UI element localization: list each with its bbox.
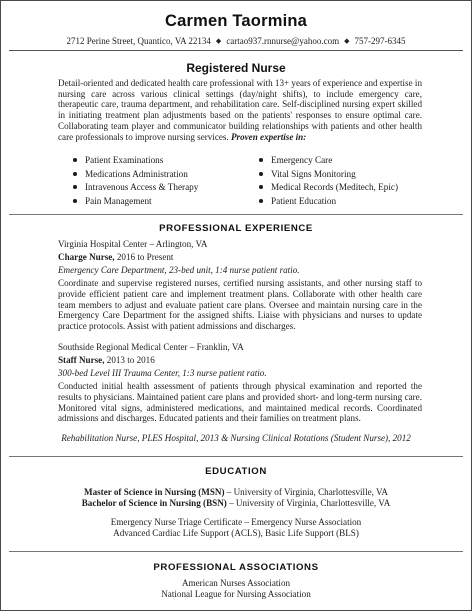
header-divider <box>9 50 463 51</box>
skills-column-right <box>259 154 398 208</box>
skill-item: Medications Administration <box>73 168 198 182</box>
skills-column-left <box>73 154 198 208</box>
rotations-note: Rehabilitation Nurse, PLES Hospital, 2013 & Nursing Clinical Rotations (Student Nurse), 2012 <box>61 433 411 443</box>
summary-paragraph <box>58 78 422 142</box>
skill-item: Patient Education <box>259 195 398 209</box>
bullet-icon <box>73 172 77 176</box>
association-item: American Nurses Association <box>181 578 291 588</box>
job-department: 300-bed Level III Trauma Center, 1:3 nurse patient ratio. <box>58 367 267 378</box>
section-divider <box>9 551 463 552</box>
certification-line: Emergency Nurse Triage Certificate – Emergency Nurse Association <box>110 517 362 527</box>
bullet-icon <box>259 158 263 162</box>
bullet-icon <box>73 158 77 162</box>
skill-item: Vital Signs Monitoring <box>259 168 398 182</box>
candidate-name: Carmen Taormina <box>164 12 308 30</box>
job-entry <box>58 342 422 424</box>
education-heading: EDUCATION <box>205 466 267 477</box>
summary-emphasis: Proven expertise in: <box>231 131 307 142</box>
bullet-icon <box>259 199 263 203</box>
degree-line <box>1 487 471 498</box>
bullet-icon <box>259 185 263 189</box>
employer: Southside Regional Medical Center – Franklin, VA <box>58 342 244 352</box>
job-role <box>58 252 422 263</box>
degree-line <box>1 498 471 509</box>
degree-name: Master of Science in Nursing (MSN) <box>84 487 225 497</box>
associations-heading: PROFESSIONAL ASSOCIATIONS <box>153 562 319 573</box>
bullet-icon <box>73 199 77 203</box>
job-description: Coordinate and supervise registered nurses, certified nursing assistants, and other nursing staff to provide efficient patient care and implement treatment plans. Collaborate with other health care team members to adjust and evaluate patient care plans. Oversee and maintain nursing care in the Emergency Care Department for the assigned shifts. Liaise with physicians and nurses to update practice protocols. Assist with patient admissions and discharges. <box>58 277 422 332</box>
degree-name: Bachelor of Science in Nursing (BSN) <box>81 498 227 508</box>
phone: 757-297-6345 <box>354 36 406 46</box>
email: cartao937.rnnurse@yahoo.com <box>226 36 340 46</box>
degree-school: – University of Virginia, Charlottesville, VA <box>229 498 391 508</box>
skill-item: Pain Management <box>73 195 198 209</box>
skill-item: Medical Records (Meditech, Epic) <box>259 181 398 195</box>
skill-item: Patient Examinations <box>73 154 198 168</box>
job-dates: 2013 to 2016 <box>106 354 155 365</box>
job-title: Staff Nurse, <box>58 354 105 365</box>
job-title: Charge Nurse, <box>58 251 115 262</box>
association-item: National League for Nursing Association <box>161 589 311 599</box>
bullet-icon <box>259 172 263 176</box>
skill-item: Intravenous Access & Therapy <box>73 181 198 195</box>
section-divider <box>9 456 463 457</box>
skill-item: Emergency Care <box>259 154 398 168</box>
employer: Virginia Hospital Center – Arlington, VA <box>58 239 208 249</box>
resume-title: Registered Nurse <box>186 61 286 75</box>
section-divider <box>9 214 463 215</box>
bullet-icon <box>73 185 77 189</box>
address: 2712 Perine Street, Quantico, VA 22134 <box>66 36 211 46</box>
experience-heading: PROFESSIONAL EXPERIENCE <box>159 223 313 234</box>
degree-school: – University of Virginia, Charlottesville, VA <box>226 487 388 497</box>
job-role <box>58 355 422 366</box>
job-entry <box>58 239 422 332</box>
separator-icon: ◆ <box>344 37 350 45</box>
summary-text: Detail-oriented and dedicated health care professional with 13+ years of experience and expertise in nursing care across various clinical settings (day/night shifts), to include emergency care, therapeutic care, trauma department, and rehabilitation care. Self-disciplined nursing expert skilled in initiating treatment plan adjustments based on the patients' responses to ensure optimal care. Collaborating team player and communicator building relationships with patients and other health care professionals to improve nursing services. <box>58 78 422 142</box>
contact-line <box>1 36 471 46</box>
job-description: Conducted initial health assessment of patients through physical examination and reported the results to physicians. Maintained patient care plans and provided short- and long-term nursing care. Monitored vital signs, administered medications, and maintained medical records. Coordinated admissions and discharges. Educated patients and their families on treatment plans. <box>58 380 422 424</box>
certification-line: Advanced Cardiac Life Support (ACLS), Basic Life Support (BLS) <box>113 528 359 538</box>
job-department: Emergency Care Department, 23-bed unit, 1:4 nurse patient ratio. <box>58 264 300 275</box>
separator-icon: ◆ <box>215 37 222 45</box>
job-dates: 2016 to Present <box>116 251 174 262</box>
